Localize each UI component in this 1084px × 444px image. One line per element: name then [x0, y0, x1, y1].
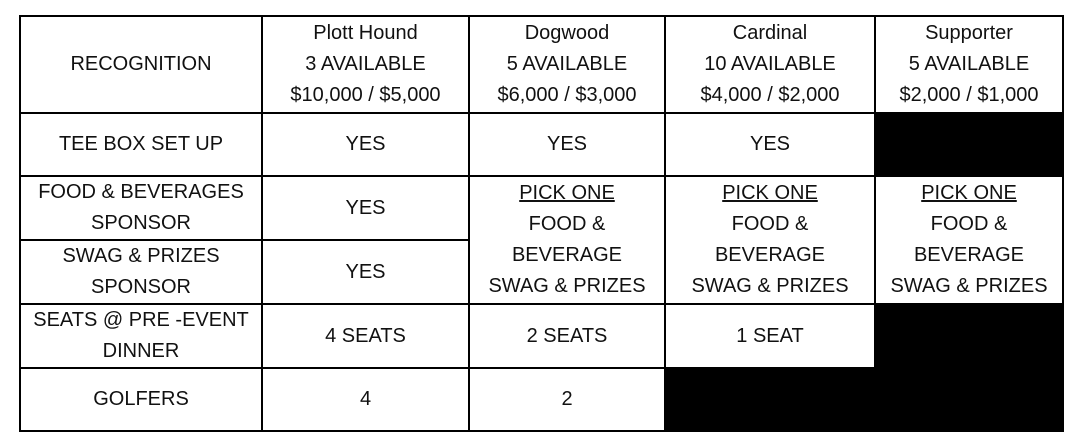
tee-box-row	[20, 113, 1063, 176]
tee-box-cardinal-cell: YES	[665, 113, 875, 176]
seats-cardinal-cell: 1 SEAT	[665, 304, 875, 368]
seats-row	[20, 304, 1063, 368]
tee-box-label: TEE BOX SET UP	[20, 113, 262, 176]
seats-dogwood-cell: 2 SEATS	[469, 304, 665, 368]
recognition-header: RECOGNITION	[20, 16, 262, 113]
golfers-plott-cell: 4	[262, 368, 469, 431]
seats-supporter-blocked-cell	[875, 304, 1063, 368]
pick-one-dogwood-cell: PICK ONE FOOD & BEVERAGE SWAG & PRIZES	[469, 176, 665, 304]
tee-box-dogwood-cell: YES	[469, 113, 665, 176]
food-label: FOOD & BEVERAGES SPONSOR	[20, 176, 262, 240]
pick-one-supporter-cell: PICK ONE FOOD & BEVERAGE SWAG & PRIZES	[875, 176, 1063, 304]
golfers-supporter-blocked-cell	[875, 368, 1063, 431]
tee-box-plott-cell: YES	[262, 113, 469, 176]
tee-box-supporter-blocked-cell	[875, 113, 1063, 176]
golfers-label: GOLFERS	[20, 368, 262, 431]
tier-cardinal-header: Cardinal 10 AVAILABLE $4,000 / $2,000	[665, 16, 875, 113]
tier-dogwood-header: Dogwood 5 AVAILABLE $6,000 / $3,000	[469, 16, 665, 113]
food-plott-cell: YES	[262, 176, 469, 240]
swag-plott-cell: YES	[262, 240, 469, 304]
sponsorship-table	[19, 15, 1064, 432]
golfers-dogwood-cell: 2	[469, 368, 665, 431]
pick-one-cardinal-cell: PICK ONE FOOD & BEVERAGE SWAG & PRIZES	[665, 176, 875, 304]
golfers-cardinal-blocked-cell	[665, 368, 875, 431]
tier-supporter-header: Supporter 5 AVAILABLE $2,000 / $1,000	[875, 16, 1063, 113]
swag-label: SWAG & PRIZES SPONSOR	[20, 240, 262, 304]
header-row	[20, 16, 1063, 113]
golfers-row	[20, 368, 1063, 431]
seats-label: SEATS @ PRE -EVENT DINNER	[20, 304, 262, 368]
food-row	[20, 176, 1063, 240]
seats-plott-cell: 4 SEATS	[262, 304, 469, 368]
tier-plott-hound-header: Plott Hound 3 AVAILABLE $10,000 / $5,000	[262, 16, 469, 113]
